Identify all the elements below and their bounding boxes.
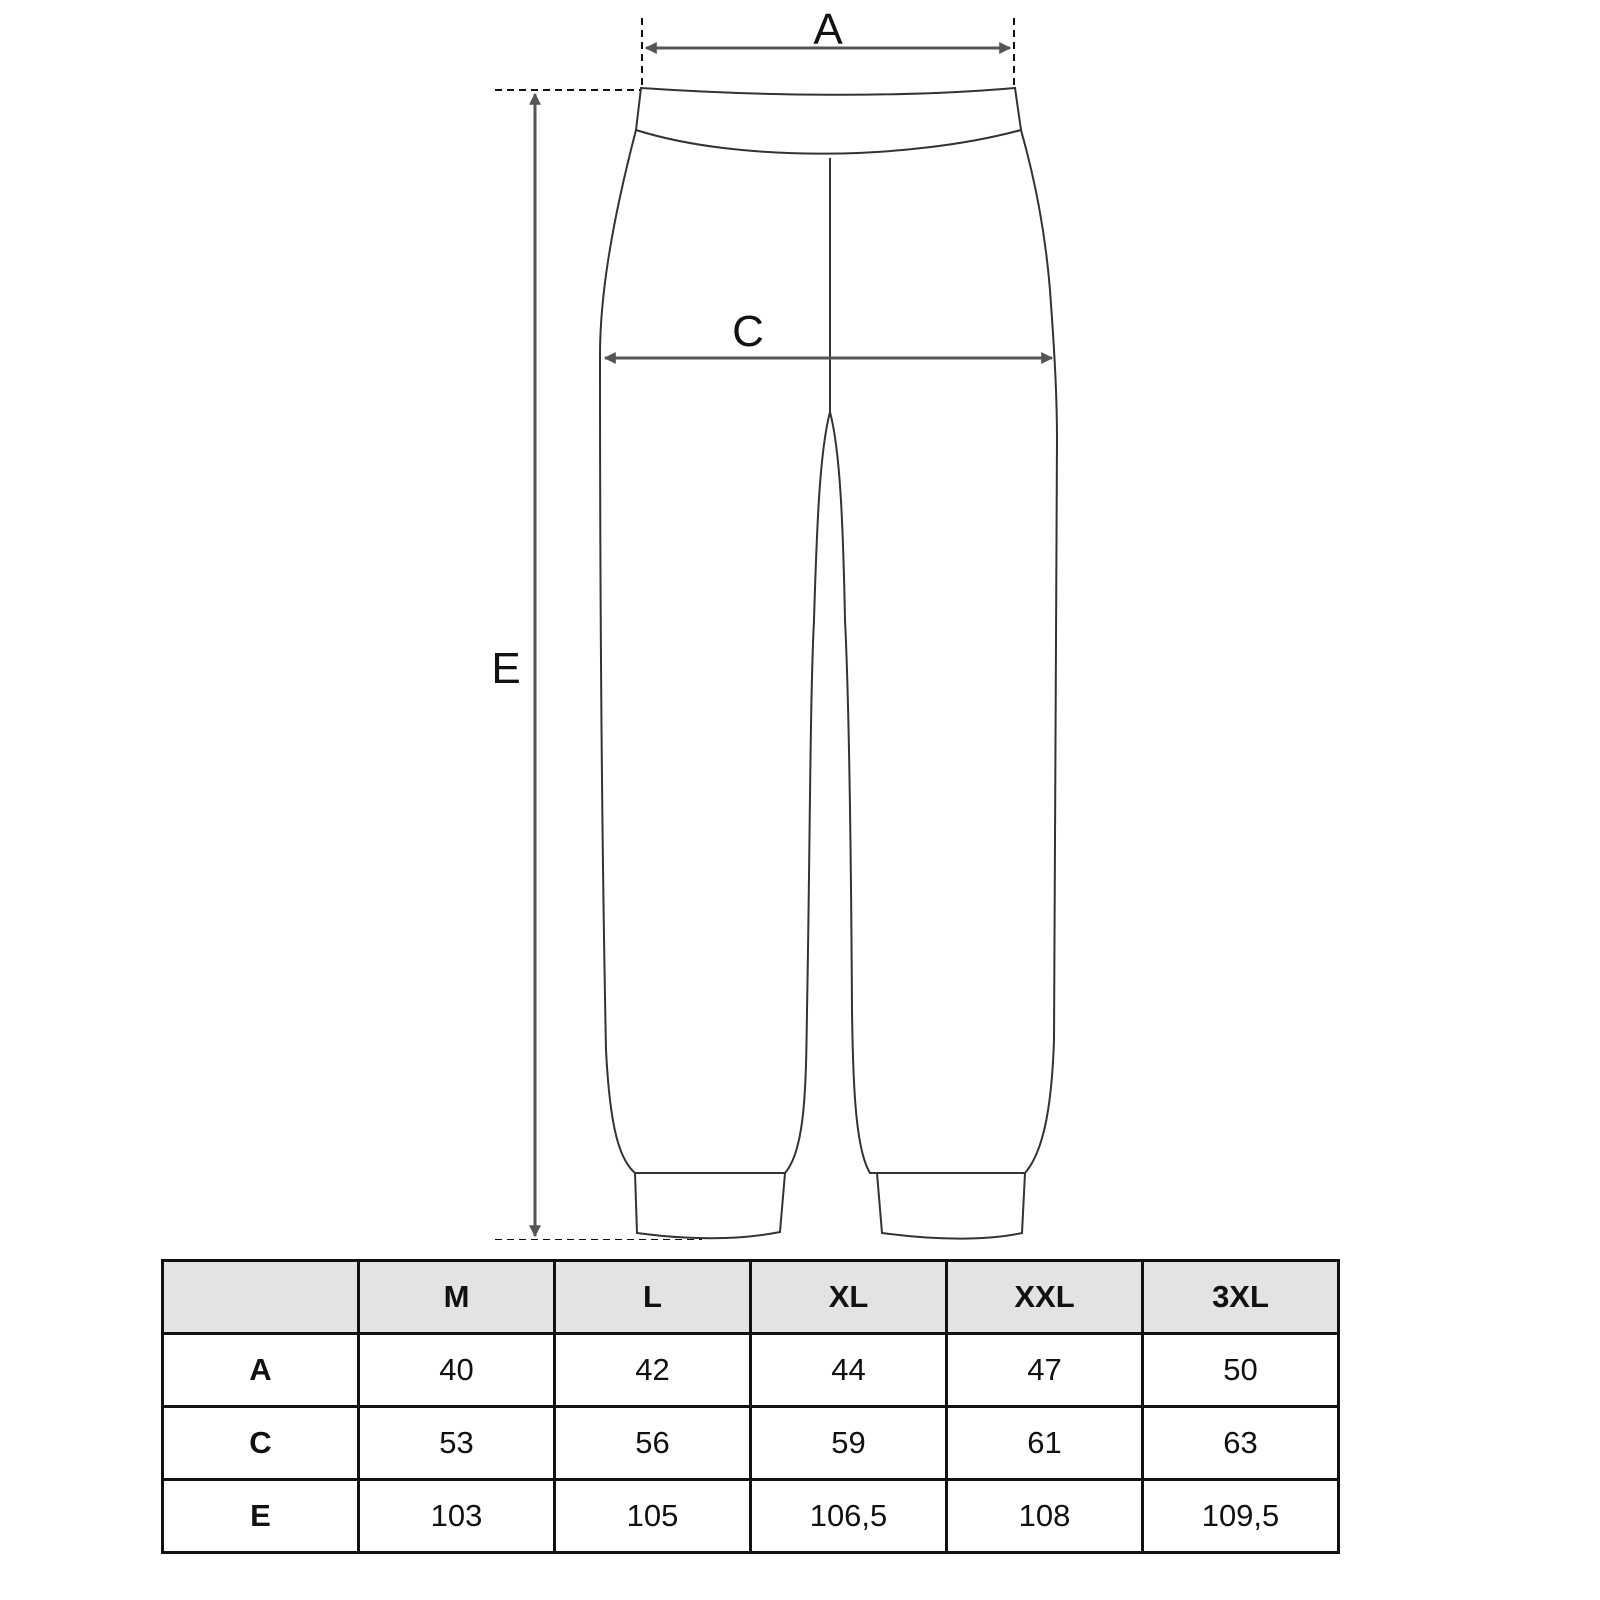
dimension-guides bbox=[495, 18, 1014, 1240]
table-cell: 44 bbox=[751, 1334, 947, 1407]
label-e: E bbox=[491, 644, 521, 693]
table-row bbox=[163, 1334, 1339, 1407]
size-header: 3XL bbox=[1143, 1261, 1339, 1334]
table-cell: 50 bbox=[1143, 1334, 1339, 1407]
pants-body bbox=[600, 130, 1057, 1173]
size-header: M bbox=[359, 1261, 555, 1334]
table-cell: 63 bbox=[1143, 1407, 1339, 1480]
table-row bbox=[163, 1407, 1339, 1480]
size-header: L bbox=[555, 1261, 751, 1334]
table-cell: 42 bbox=[555, 1334, 751, 1407]
table-cell: 61 bbox=[947, 1407, 1143, 1480]
label-a: A bbox=[813, 5, 843, 54]
left-cuff bbox=[635, 1173, 785, 1238]
table-row bbox=[163, 1480, 1339, 1553]
label-c: C bbox=[732, 307, 764, 356]
table-cell: 59 bbox=[751, 1407, 947, 1480]
row-label: A bbox=[163, 1334, 359, 1407]
table-cell: 108 bbox=[947, 1480, 1143, 1553]
size-header: XXL bbox=[947, 1261, 1143, 1334]
corner-cell bbox=[163, 1261, 359, 1334]
pants-outline bbox=[600, 88, 1057, 1239]
row-label: E bbox=[163, 1480, 359, 1553]
right-cuff bbox=[877, 1173, 1025, 1239]
table-cell: 106,5 bbox=[751, 1480, 947, 1553]
table-cell: 103 bbox=[359, 1480, 555, 1553]
waistband bbox=[636, 88, 1021, 154]
table-cell: 56 bbox=[555, 1407, 751, 1480]
table-cell: 53 bbox=[359, 1407, 555, 1480]
table-cell: 109,5 bbox=[1143, 1480, 1339, 1553]
dimension-arrows bbox=[535, 48, 1052, 1236]
size-header-row bbox=[163, 1261, 1339, 1334]
table-cell: 105 bbox=[555, 1480, 751, 1553]
table-cell: 40 bbox=[359, 1334, 555, 1407]
row-label: C bbox=[163, 1407, 359, 1480]
size-header: XL bbox=[751, 1261, 947, 1334]
table-cell: 47 bbox=[947, 1334, 1143, 1407]
size-table bbox=[161, 1259, 1340, 1554]
